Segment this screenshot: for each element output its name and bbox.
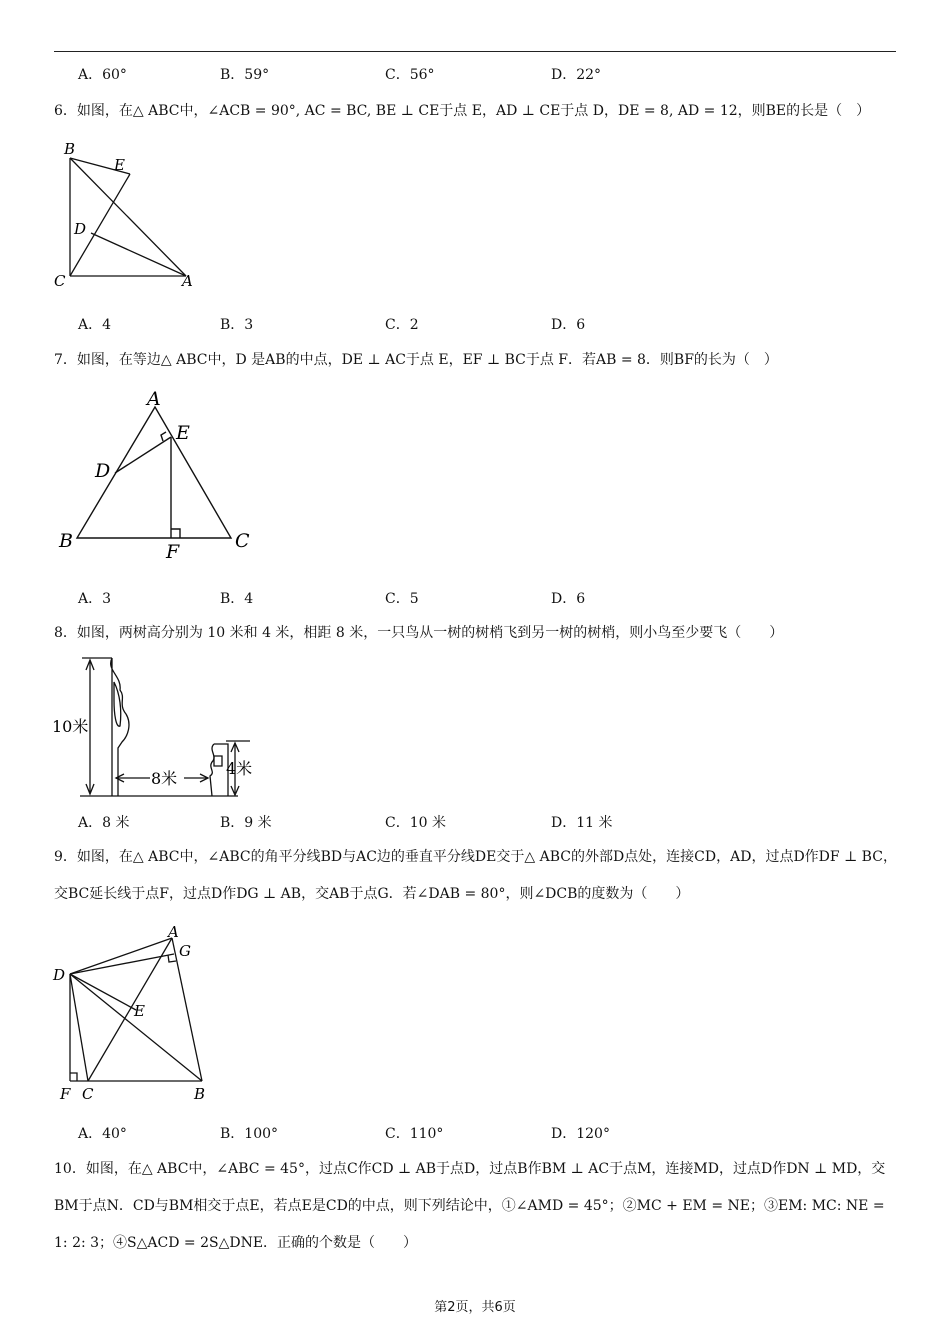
q9-line-da: [70, 938, 172, 974]
q8-tall-tree: [111, 658, 129, 796]
q9-text: 9．如图，在△ ABC中，∠ABC的角平分线BD与AC边的垂直平分线DE交于△ ABC的外部D点处，连接CD，AD，过点D作DF ⊥ BC，交BC延长线于点F，过点D作DG ⊥ AB，交AB于点G．若∠DAB = 80°，则∠DCB的度数为（ ）: [54, 849, 897, 902]
q8-option-d[interactable]: D．11 米: [551, 815, 613, 831]
q9-label-e: E: [134, 1002, 145, 1020]
q6-option-b[interactable]: B．3: [220, 317, 254, 333]
q5-option-c[interactable]: C．56°: [385, 67, 435, 83]
q9-label-c: C: [82, 1085, 94, 1103]
q9-line-dg: [70, 954, 174, 974]
q8-short-tree-detail: [214, 756, 222, 766]
q9-option-b[interactable]: B．100°: [220, 1126, 279, 1142]
q10-text: 10．如图，在△ ABC中，∠ABC = 45°，过点C作CD ⊥ AB于点D，过点B作BM ⊥ AC于点M，连接MD，过点D作DN ⊥ MD，交BM于点N．CD与BM相交于点E，若点E是CD的中点，则下列结论中，①∠AMD = 45°；②MC + EM = NE；③EM: MC: NE = 1: 2: 3；④S△ACD = 2S△DNE．正确的个数是（ ）: [54, 1161, 886, 1251]
q8-option-b[interactable]: B．9 米: [220, 815, 272, 831]
q9-line-dc: [70, 974, 88, 1081]
q8-label-distance: 8米: [151, 769, 178, 788]
q6-line-ad: [91, 233, 186, 276]
q7-label-b: B: [59, 530, 73, 552]
q7-label-a: A: [147, 388, 161, 410]
q8-option-a[interactable]: A．8 米: [78, 815, 130, 831]
q9-label-b: B: [194, 1085, 206, 1103]
q9-right-angle-f: [70, 1073, 77, 1081]
q6-text: 6．如图，在△ ABC中，∠ACB = 90°, AC = BC, BE ⊥ CE于点 E，AD ⊥ CE于点 D，DE = 8, AD = 12，则BE的长是（ ）: [54, 103, 871, 119]
q9-option-a[interactable]: A．40°: [78, 1126, 127, 1142]
top-divider: [54, 51, 896, 52]
q9-label-g: G: [179, 942, 191, 960]
q7-line-de: [115, 437, 171, 473]
q6-label-c: C: [54, 272, 66, 290]
q7-label-c: C: [235, 530, 250, 552]
q9-option-c[interactable]: C．110°: [385, 1126, 444, 1142]
q6-option-c[interactable]: C．2: [385, 317, 419, 333]
q6-figure: [50, 138, 200, 290]
q6-option-a[interactable]: A．4: [78, 317, 112, 333]
q6-label-a: A: [182, 272, 193, 290]
q9-line-ca: [88, 938, 172, 1081]
q5-options: [78, 64, 898, 82]
q9-option-d[interactable]: D．120°: [551, 1126, 610, 1142]
q7-right-angle-f: [171, 529, 180, 538]
q8-label-short: 4米: [226, 759, 253, 778]
q8-options: [78, 812, 898, 830]
q8-label-tall: 10米: [52, 717, 89, 736]
q8-text: 8．如图，两树高分别为 10 米和 4 米，相距 8 米，一只鸟从一树的树梢飞到另一树的树梢，则小鸟至少要飞（ ）: [54, 625, 784, 641]
q5-option-a[interactable]: A．60°: [78, 67, 127, 83]
q7-options: [78, 588, 898, 606]
q7-label-d: D: [95, 460, 111, 482]
q7-right-angle-e: [161, 432, 166, 441]
q7-figure: [55, 385, 260, 565]
q6-option-d[interactable]: D．6: [551, 317, 586, 333]
q7-option-a[interactable]: A．3: [78, 591, 112, 607]
q6-line-ba: [70, 158, 186, 276]
q9-label-f: F: [60, 1085, 71, 1103]
q7-label-f: F: [166, 541, 180, 563]
q9-label-a: A: [168, 923, 179, 941]
q9-options: [78, 1123, 898, 1141]
page-footer: 第2页，共6页: [434, 1300, 516, 1315]
q5-option-b[interactable]: B．59°: [220, 67, 270, 83]
q9-line-de: [70, 974, 136, 1010]
q9-right-angle-g: [168, 955, 176, 962]
q7-option-c[interactable]: C．5: [385, 591, 419, 607]
q6-label-d: D: [74, 220, 87, 238]
q7-option-d[interactable]: D．6: [551, 591, 586, 607]
q7-option-b[interactable]: B．4: [220, 591, 254, 607]
q9-figure: [50, 918, 220, 1106]
q9-line-db: [70, 974, 202, 1081]
q9-label-d: D: [53, 966, 66, 984]
q7-label-e: E: [176, 422, 190, 444]
q6-label-b: B: [64, 140, 76, 158]
q8-option-c[interactable]: C．10 米: [385, 815, 446, 831]
q6-label-e: E: [114, 156, 125, 174]
q5-option-d[interactable]: D．22°: [551, 67, 602, 83]
q8-figure: [50, 652, 270, 804]
q6-options: [78, 314, 898, 332]
q7-text: 7．如图，在等边△ ABC中，D 是AB的中点，DE ⊥ AC于点 E，EF ⊥ BC于点 F．若AB = 8．则BF的长为（ ）: [54, 352, 778, 368]
